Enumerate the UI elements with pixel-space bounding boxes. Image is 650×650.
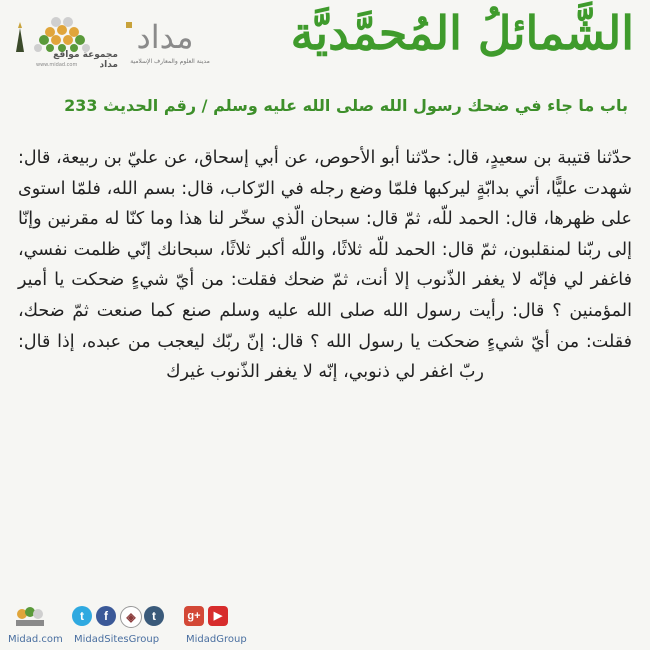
hadith-text: حدّثنا قتيبة بن سعيدٍ، قال: حدّثنا أبو الأحوص، عن أبي إسحاق، عن عليّ بن ربيعة، قال: شهدت عليًّا، أتي بدابّةٍ ليركبها فلمّا وضع رجله في الرّكاب، قال: بسم الله، فلمّا استوى على ظهرها، قال: الحمد للّه، ثمّ قال: سبحان الّذي سخّر لنا هذا وما كنّا له مقرنين وإنّا إلى ربّنا لمنقلبون، ثمّ قال: الحمد للّه ثلاثًا، واللّه أكبر ثلاثًا، سبحانك إنّي ظلمت نفسي، فاغفر لي فإنّه لا يغفر الذّنوب إلا أنت، ثمّ ضحك فقلت: من أيّ شيءٍ ضحكت يا أمير المؤمنين ؟ قال: رأيت رسول الله صلى الله عليه وسلم صنع كما صنعت ثمّ ضحك، فقلت: من أيّ شيءٍ ضحكت يا رسول الله ؟ قال: إنّ ربّك ليعجب من عبده، إذا قال: ربّ اغفر لي ذنوبي، إنّه لا يغفر الذّنوب غيرك bbox=[18, 148, 632, 383]
googleplus-icon[interactable]: g+ bbox=[184, 606, 204, 626]
footer bbox=[0, 596, 650, 650]
group-logo-url: www.midad.com bbox=[36, 62, 78, 68]
twitter-icon[interactable]: t bbox=[72, 606, 92, 626]
hadith-chapter-title: باب ما جاء في ضحك رسول الله صلى الله عليه وسلم / رقم الحديث 233 bbox=[64, 96, 628, 115]
footer-site-label[interactable]: Midad.com bbox=[8, 634, 63, 645]
midad-circle-icon[interactable]: ◈ bbox=[120, 606, 142, 628]
midad-wordmark-icon bbox=[120, 18, 210, 58]
midad-logo-caption: مدينة العلوم والمعارف الإسلامية bbox=[130, 58, 210, 65]
midad-small-logo-icon bbox=[12, 600, 46, 630]
youtube-icon[interactable]: ▶ bbox=[208, 606, 228, 626]
midad-logo[interactable] bbox=[120, 18, 220, 68]
page-title: الشَّمائلُ المُحمَّديَّة bbox=[290, 6, 634, 60]
footer-sites-group-label[interactable]: MidadSitesGroup bbox=[74, 634, 160, 645]
dome-icon bbox=[10, 8, 118, 52]
group-logo-caption: مجموعة مواقع مداد bbox=[53, 50, 118, 70]
header bbox=[0, 0, 650, 92]
footer-group-label[interactable]: MidadGroup bbox=[186, 634, 247, 645]
tumblr-icon[interactable]: t bbox=[144, 606, 164, 626]
facebook-icon[interactable]: f bbox=[96, 606, 116, 626]
svg-text:مداد: مداد bbox=[136, 18, 194, 56]
midad-group-logo[interactable] bbox=[10, 8, 118, 68]
